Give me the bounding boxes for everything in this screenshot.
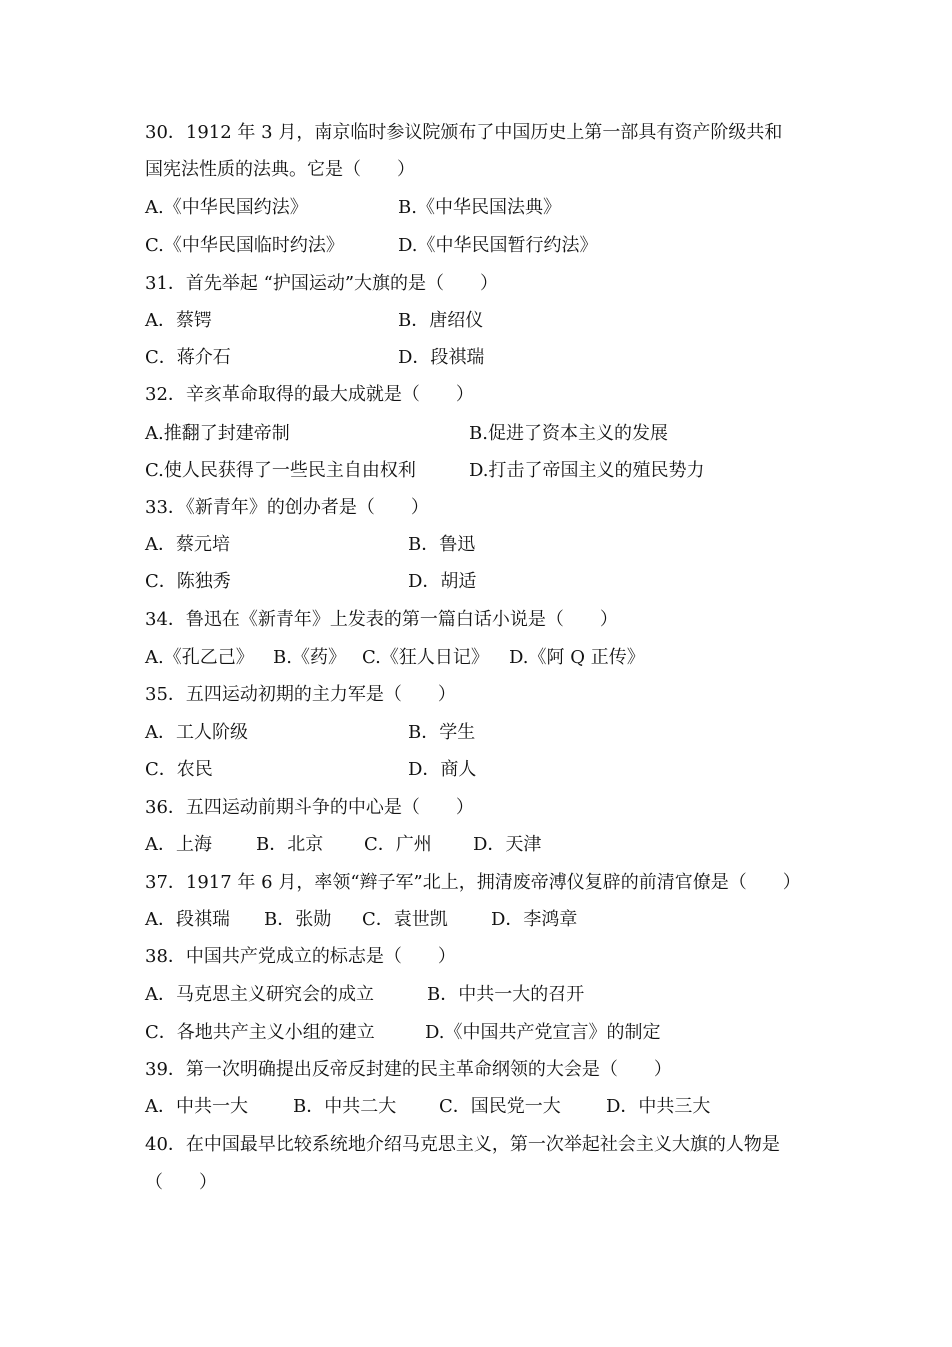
question-36-option-c: C．广州 xyxy=(364,834,432,855)
question-35-option-b: B．学生 xyxy=(408,722,476,743)
question-31-option-d: D．段祺瑞 xyxy=(398,347,485,368)
question-30-stem-line-2: 国宪法性质的法典。它是（ ） xyxy=(145,159,415,180)
question-33-stem: 33．《新青年》的创办者是（ ） xyxy=(145,497,429,518)
question-38-option-d: D.《中国共产党宣言》的制定 xyxy=(425,1022,661,1043)
question-30-option-a: A.《中华民国约法》 xyxy=(145,197,308,218)
question-30-option-c: C.《中华民国临时约法》 xyxy=(145,235,344,256)
question-36-option-d: D．天津 xyxy=(473,834,542,855)
question-30-option-b: B.《中华民国法典》 xyxy=(398,197,561,218)
question-39-option-c: C．国民党一大 xyxy=(439,1096,561,1117)
question-35-stem: 35．五四运动初期的主力军是（ ） xyxy=(145,684,456,705)
question-36-stem: 36．五四运动前期斗争的中心是（ ） xyxy=(145,797,474,818)
question-37-option-d: D．李鸿章 xyxy=(491,909,578,930)
question-35-option-a: A．工人阶级 xyxy=(145,722,248,743)
question-30-option-d: D.《中华民国暂行约法》 xyxy=(398,235,598,256)
question-35-option-c: C．农民 xyxy=(145,759,213,780)
question-33-option-c: C．陈独秀 xyxy=(145,571,231,592)
question-39-option-a: A．中共一大 xyxy=(145,1096,248,1117)
question-37-option-a: A．段祺瑞 xyxy=(145,909,230,930)
question-39-option-b: B．中共二大 xyxy=(293,1096,397,1117)
question-39-stem: 39．第一次明确提出反帝反封建的民主革命纲领的大会是（ ） xyxy=(145,1059,672,1080)
question-37-option-c: C．袁世凯 xyxy=(362,909,448,930)
question-34-option-d: D.《阿 Q 正传》 xyxy=(509,647,645,668)
question-36-option-b: B．北京 xyxy=(256,834,324,855)
question-38-option-c: C．各地共产主义小组的建立 xyxy=(145,1022,375,1043)
question-34-option-a: A.《孔乙己》 xyxy=(145,647,254,668)
question-33-option-b: B．鲁迅 xyxy=(408,534,476,555)
question-33-option-a: A．蔡元培 xyxy=(145,534,230,555)
question-40-stem-line-2: （ ） xyxy=(145,1172,217,1193)
question-35-option-d: D．商人 xyxy=(408,759,477,780)
question-33-option-d: D．胡适 xyxy=(408,571,477,592)
question-32-option-d: D.打击了帝国主义的殖民势力 xyxy=(469,460,705,481)
question-30-stem-line-1: 30．1912 年 3 月，南京临时参议院颁布了中国历史上第一部具有资产阶级共和 xyxy=(145,122,783,143)
question-39-option-d: D．中共三大 xyxy=(606,1096,711,1117)
question-37-option-b: B．张勋 xyxy=(264,909,332,930)
question-34-option-c: C.《狂人日记》 xyxy=(362,647,489,668)
question-31-stem: 31．首先举起 “护国运动”大旗的是（ ） xyxy=(145,273,499,294)
question-38-option-a: A．马克思主义研究会的成立 xyxy=(145,984,374,1005)
question-37-stem: 37．1917 年 6 月，率领“辫子军”北上，拥清废帝溥仪复辟的前清官僚是（ ） xyxy=(145,872,801,893)
question-31-option-b: B．唐绍仪 xyxy=(398,310,484,331)
question-34-option-b: B.《药》 xyxy=(273,647,346,668)
question-38-stem: 38．中国共产党成立的标志是（ ） xyxy=(145,946,456,967)
question-38-option-b: B．中共一大的召开 xyxy=(427,984,585,1005)
question-40-stem-line-1: 40．在中国最早比较系统地介绍马克思主义，第一次举起社会主义大旗的人物是 xyxy=(145,1134,780,1155)
question-32-stem: 32．辛亥革命取得的最大成就是（ ） xyxy=(145,384,474,405)
question-32-option-a: A.推翻了封建帝制 xyxy=(145,423,290,444)
question-31-option-a: A．蔡锷 xyxy=(145,310,212,331)
question-32-option-b: B.促进了资本主义的发展 xyxy=(469,423,668,444)
question-34-stem: 34．鲁迅在《新青年》上发表的第一篇白话小说是（ ） xyxy=(145,609,618,630)
question-32-option-c: C.使人民获得了一些民主自由权利 xyxy=(145,460,416,481)
question-36-option-a: A．上海 xyxy=(145,834,212,855)
question-31-option-c: C．蒋介石 xyxy=(145,347,231,368)
